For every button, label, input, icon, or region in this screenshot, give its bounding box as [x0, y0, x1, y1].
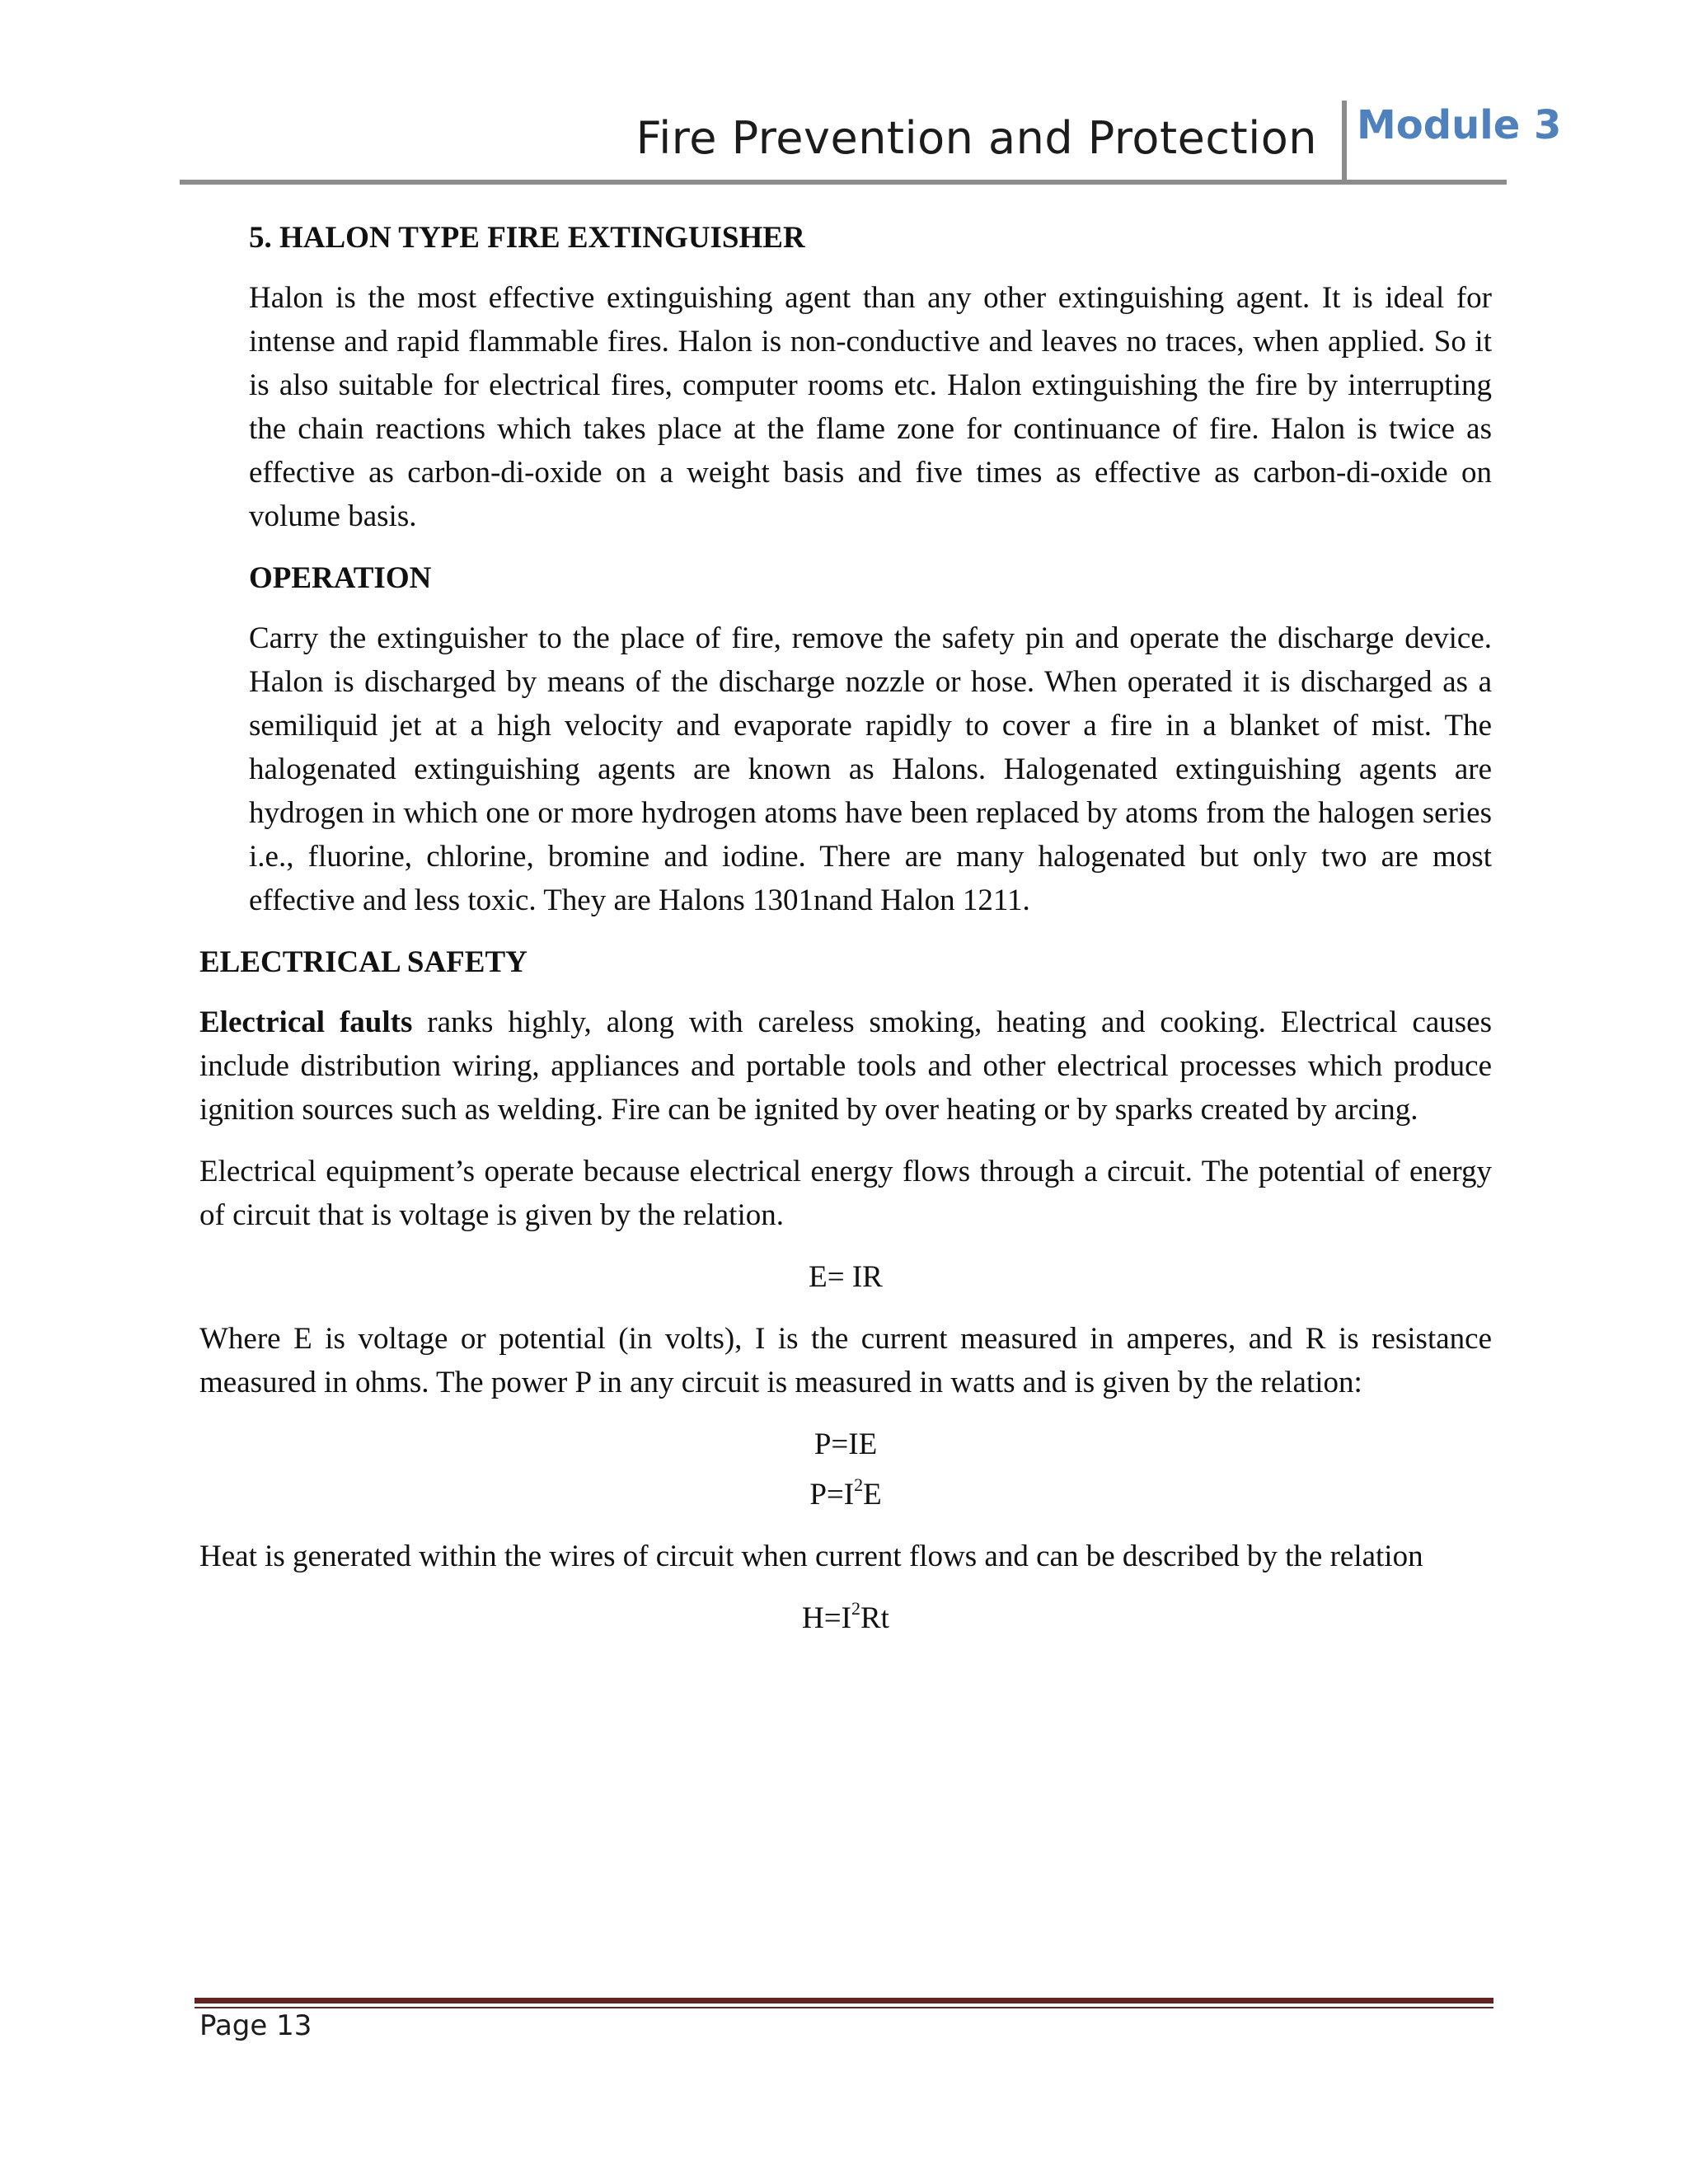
equipment-paragraph: Electrical equipment’s operate because electrical energy flows through a circuit. The potential of energy of circuit that is voltage is given by the relation.	[199, 1155, 1492, 1232]
header-rule	[180, 180, 1507, 185]
power-equation-2	[199, 1473, 1492, 1516]
halon-section	[249, 216, 1492, 922]
electrical-section	[199, 940, 1492, 1640]
voltage-equation: E= IR	[809, 1260, 883, 1294]
page-number: Page 13	[199, 2009, 312, 2042]
heat-equation-base: H=I	[802, 1601, 851, 1635]
electrical-faults-text: ranks highly, along with careless smoking, heating and cooking. Electrical causes include distribution wiring, appliances and portable tools and other electrical processes which produce ignition sources such as welding. Fire can be ignited by over heating or by sparks created by arcing.	[199, 1005, 1492, 1127]
header-module-label: Module 3	[1357, 102, 1562, 148]
electrical-safety-heading: ELECTRICAL SAFETY	[199, 945, 528, 979]
heat-equation-exponent: 2	[851, 1598, 860, 1619]
where-paragraph: Where E is voltage or potential (in volts), I is the current measured in amperes, and R is resistance measured in ohms. The power P in any circuit is measured in watts and is given by the relation:	[199, 1322, 1492, 1399]
heat-equation	[199, 1596, 1492, 1640]
operation-paragraph: Carry the extinguisher to the place of fire, remove the safety pin and operate the discharge device. Halon is discharged by means of the discharge nozzle or hose. When operated it is discharged as a semiliquid jet at a high velocity and evaporate rapidly to cover a fire in a blanket of mist. The halogenated extinguishing agents are known as Halons. Halogenated extinguishing agents are hydrogen in which one or more hydrogen atoms have been replaced by atoms from the halogen series i.e., fluorine, chlorine, bromine and iodine. There are many halogenated but only two are most effective and less toxic. They are Halons 1301nand Halon 1211.	[249, 621, 1492, 917]
heat-paragraph: Heat is generated within the wires of circuit when current flows and can be described by the relation	[199, 1540, 1423, 1573]
page-header	[180, 97, 1562, 185]
power-equation-2-exponent: 2	[854, 1474, 864, 1495]
header-divider	[1342, 101, 1347, 181]
footer-rule-thin	[195, 2007, 1493, 2008]
power-equation-1: P=IE	[814, 1427, 878, 1461]
power-equation-2-base: P=I	[809, 1478, 855, 1511]
halon-heading: 5. HALON TYPE FIRE EXTINGUISHER	[249, 221, 805, 255]
page-content	[199, 216, 1492, 1658]
header-title: Fire Prevention and Protection	[635, 112, 1317, 164]
halon-paragraph: Halon is the most effective extinguishing agent than any other extinguishing agent. It is ideal for intense and rapid flammable fires. Halon is non-conductive and leaves no traces, when applied. So it is also suitable for electrical fires, computer rooms etc. Halon extinguishing the fire by interrupting the chain reactions which takes place at the flame zone for continuance of fire. Halon is twice as effective as carbon-di-oxide on a weight basis and five times as effective as carbon-di-oxide on volume basis.	[249, 281, 1492, 533]
footer-rule-thick	[195, 1998, 1493, 2004]
page-footer	[195, 1998, 1493, 2064]
heat-equation-tail: Rt	[860, 1601, 889, 1635]
electrical-faults-paragraph	[199, 1001, 1492, 1132]
operation-heading: OPERATION	[249, 561, 432, 595]
power-equation-2-tail: E	[863, 1478, 882, 1511]
electrical-faults-term: Electrical faults	[199, 1005, 413, 1039]
